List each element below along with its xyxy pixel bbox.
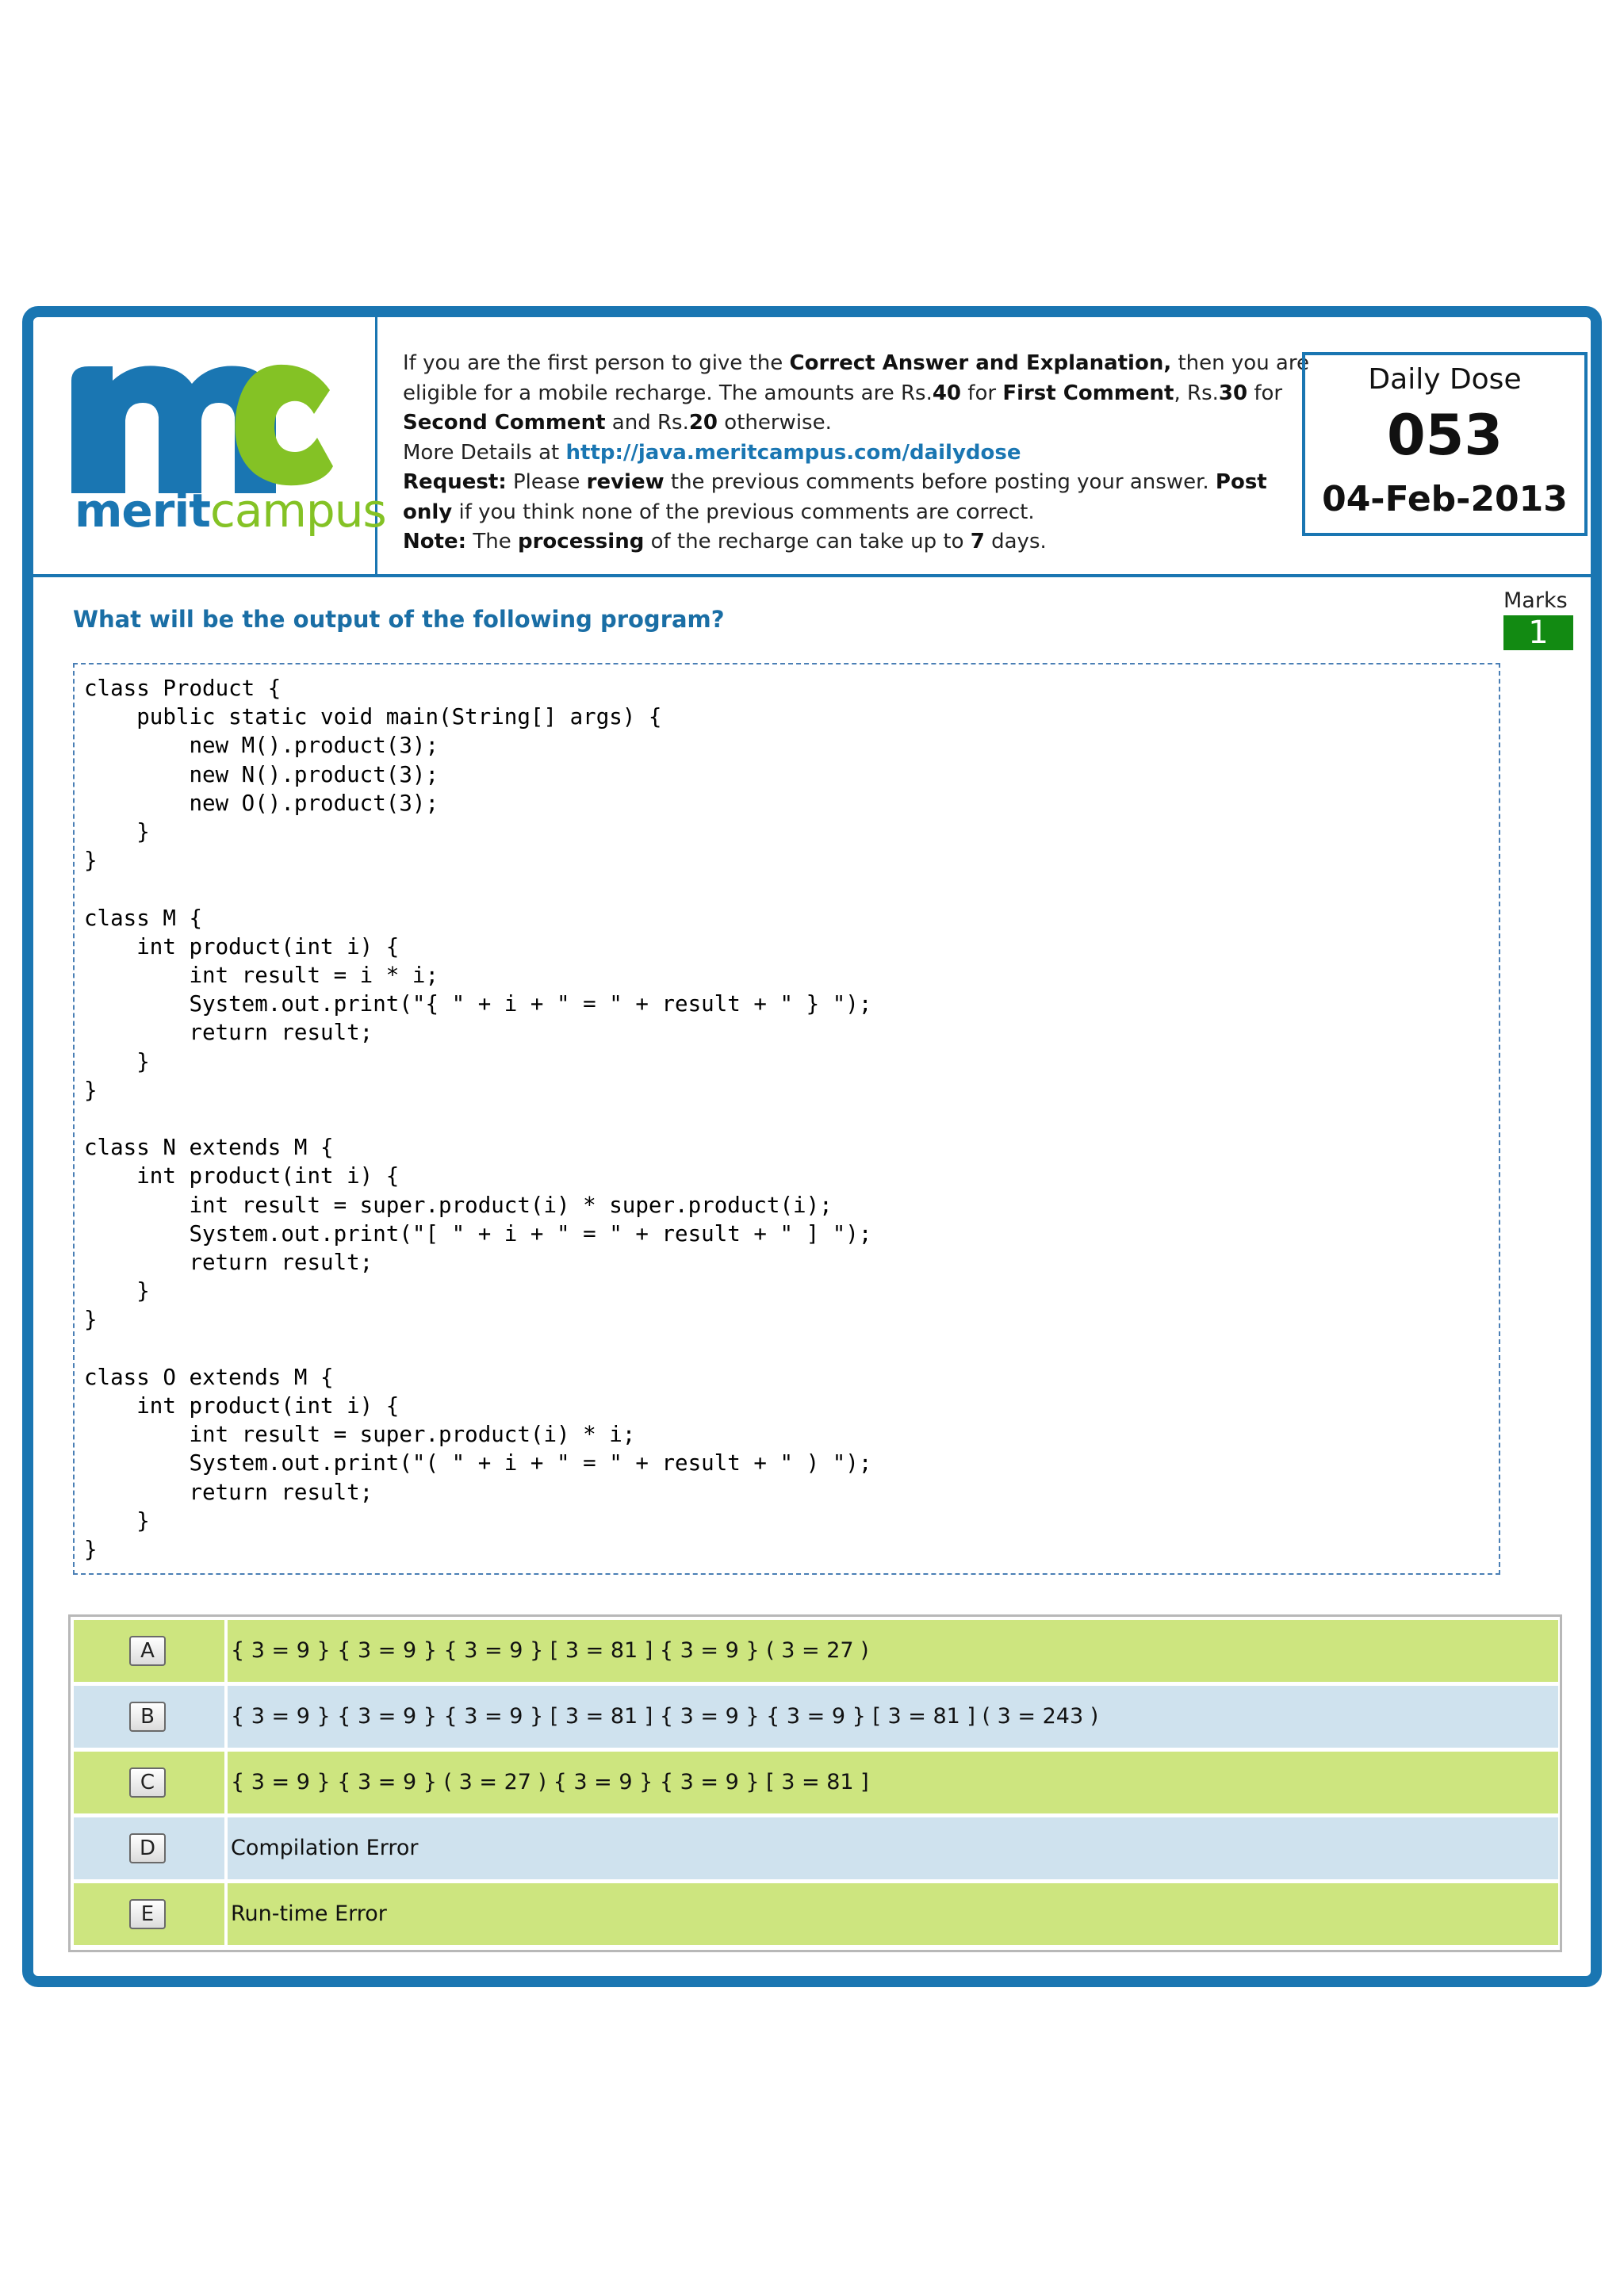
option-divider <box>224 1686 228 1748</box>
header <box>33 317 1591 577</box>
info-line: More Details at http://java.meritcampus.com/dailydose <box>403 440 1021 465</box>
daily-dose-card <box>22 306 1602 1987</box>
answer-options <box>68 1614 1562 1952</box>
option-key-button[interactable]: E <box>129 1899 166 1929</box>
daily-dose-label: Daily Dose <box>1368 363 1522 396</box>
info-line: Note: The processing of the recharge can take up to 7 days. <box>403 530 1047 553</box>
logo-wordmark: meritcampus <box>75 484 386 538</box>
option-text: { 3 = 9 } { 3 = 9 } { 3 = 9 } [ 3 = 81 ] { 3 = 9 } ( 3 = 27 ) <box>231 1638 869 1663</box>
option-row-c[interactable] <box>74 1752 1558 1813</box>
option-key-cell <box>74 1686 224 1748</box>
code-listing: class Product { public static void main(String[] args) { new M().product(3); new N().product(3); new O().product(3); } } class M { int product(int i) { int result = i * i; System.out.print("{ " + i + " = " + result + " } "); return result; } } class N extends M { int product(int i) { int result = super.product(i) * super.product(i); System.out.print("[ " + i + " = " + result + " ] "); return result; } } class O extends M { int product(int i) { int result = super.product(i) * i; System.out.print("( " + i + " = " + result + " ) "); return result; } } <box>84 676 872 1563</box>
option-key-cell <box>74 1817 224 1879</box>
option-key-cell <box>74 1752 224 1813</box>
option-text: { 3 = 9 } { 3 = 9 } { 3 = 9 } [ 3 = 81 ] { 3 = 9 } { 3 = 9 } [ 3 = 81 ] ( 3 = 243 ) <box>231 1704 1099 1729</box>
option-text: Run-time Error <box>231 1901 387 1926</box>
option-row-e[interactable] <box>74 1883 1558 1945</box>
info-line: only if you think none of the previous comments are correct. <box>403 500 1035 524</box>
info-line: If you are the first person to give the Correct Answer and Explanation, then you are <box>403 351 1309 375</box>
option-divider <box>224 1817 228 1879</box>
option-key-button[interactable]: C <box>129 1767 166 1798</box>
option-row-b[interactable] <box>74 1686 1558 1748</box>
option-text: { 3 = 9 } { 3 = 9 } ( 3 = 27 ) { 3 = 9 } { 3 = 9 } [ 3 = 81 ] <box>231 1770 869 1794</box>
daily-dose-box <box>1302 352 1588 536</box>
question-text: What will be the output of the following program? <box>73 606 725 633</box>
marks-value: 1 <box>1503 615 1573 650</box>
option-row-a[interactable] <box>74 1620 1558 1682</box>
info-line: Second Comment and Rs.20 otherwise. <box>403 411 832 435</box>
option-key-cell <box>74 1883 224 1945</box>
code-block <box>73 663 1500 1575</box>
info-line: Request: Please review the previous comments before posting your answer. Post <box>403 470 1267 494</box>
option-text: Compilation Error <box>231 1836 419 1860</box>
option-key-button[interactable]: B <box>129 1702 166 1732</box>
logo <box>33 317 386 574</box>
meritcampus-logo-mark <box>65 335 335 501</box>
marks-label: Marks <box>1503 588 1568 613</box>
option-divider <box>224 1883 228 1945</box>
info-text <box>403 349 1309 557</box>
info-line: eligible for a mobile recharge. The amounts are Rs.40 for First Comment, Rs.30 for <box>403 381 1283 405</box>
daily-dose-number: 053 <box>1386 403 1503 468</box>
option-key-button[interactable]: D <box>129 1833 166 1863</box>
option-key-cell <box>74 1620 224 1682</box>
option-divider <box>224 1620 228 1682</box>
daily-dose-link[interactable]: http://java.meritcampus.com/dailydose <box>565 440 1021 465</box>
option-divider <box>224 1752 228 1813</box>
option-row-d[interactable] <box>74 1817 1558 1879</box>
daily-dose-date: 04-Feb-2013 <box>1322 479 1568 519</box>
option-key-button[interactable]: A <box>129 1636 166 1666</box>
